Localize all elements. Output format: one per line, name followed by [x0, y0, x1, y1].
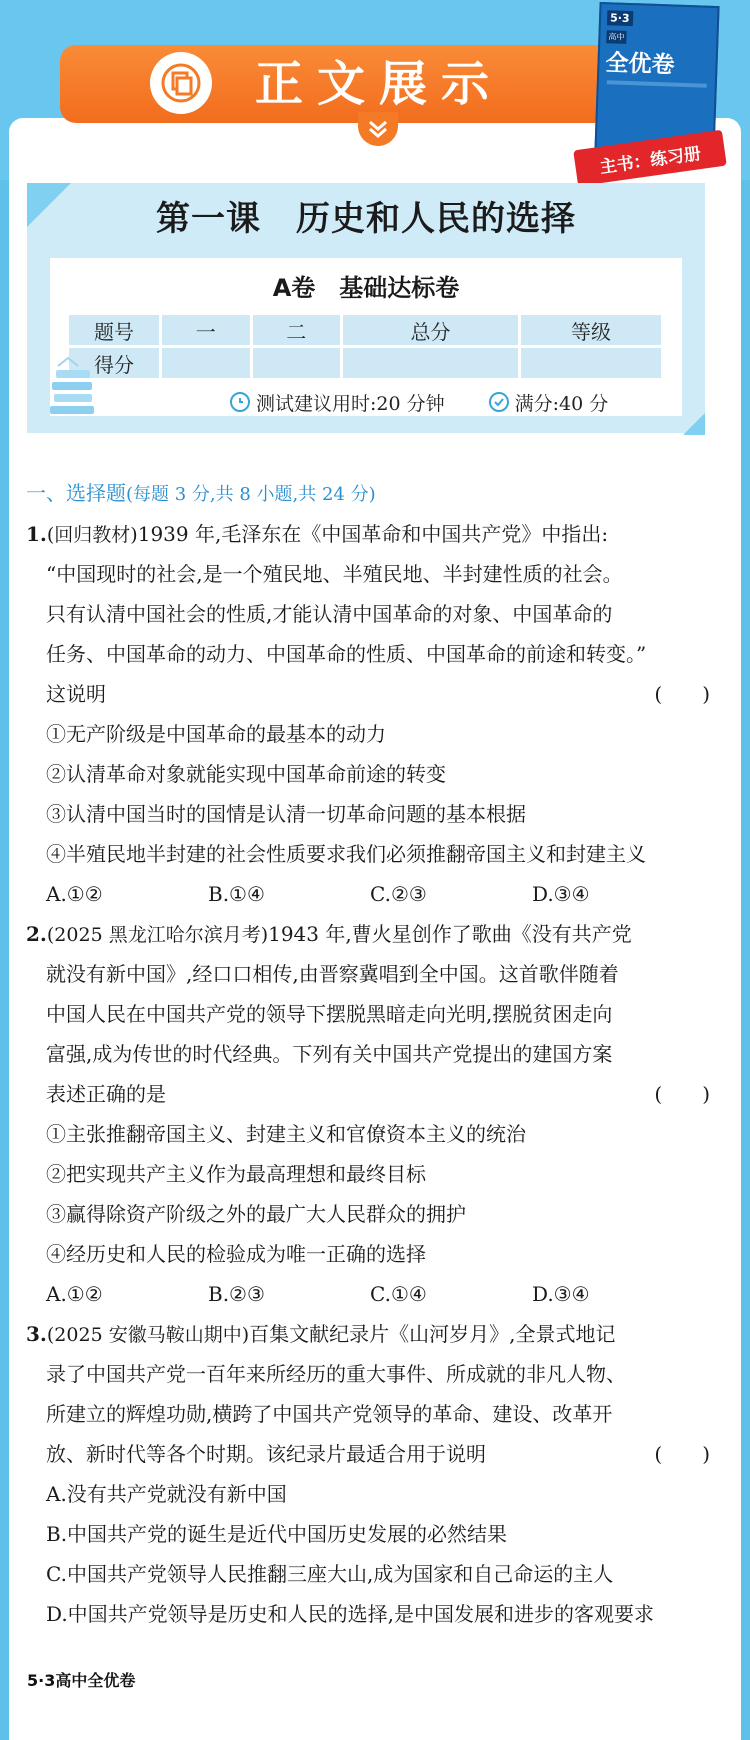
score-input-cell[interactable]: [162, 348, 250, 378]
score-input-cell[interactable]: [343, 348, 518, 378]
section-title: 一、选择题: [26, 481, 126, 505]
statement-item: ②认清革命对象就能实现中国革命前途的转变: [46, 762, 446, 786]
answer-blank[interactable]: ( ): [654, 682, 710, 706]
table-cell: 题号: [69, 315, 159, 345]
table-cell: 得分: [69, 348, 159, 378]
table-cell: 等级: [521, 315, 661, 345]
options-row: [26, 1274, 716, 1314]
question-line: 任务、中国革命的动力、中国革命的性质、中国革命的前途和转变。”: [46, 642, 647, 666]
question-text: 放、新时代等各个时期。该纪录片最适合用于说明: [46, 1442, 486, 1466]
banner-emblem: [150, 52, 212, 114]
table-cell: 一: [162, 315, 250, 345]
option-b[interactable]: B.②③: [208, 1282, 265, 1306]
question-text: 1943 年,曹火星创作了歌曲《没有共产党: [268, 922, 632, 946]
option-a[interactable]: A.①②: [46, 882, 103, 906]
answer-blank[interactable]: ( ): [654, 1082, 710, 1106]
question-line: [26, 914, 716, 954]
question-source: (2025 黑龙江哈尔滨月考): [46, 924, 269, 946]
table-cell: 总分: [343, 315, 518, 345]
book-series: 高中: [606, 30, 626, 44]
question-line: [26, 674, 716, 714]
option-c[interactable]: C.①④: [370, 1282, 427, 1306]
option-d[interactable]: D.中国共产党领导是历史和人民的选择,是中国发展和进步的客观要求: [46, 1602, 655, 1626]
statement-item: ②把实现共产主义作为最高理想和最终目标: [46, 1162, 426, 1186]
question-source: (回归教材): [46, 524, 138, 546]
clock-icon: [230, 392, 250, 412]
question-source: (2025 安徽马鞍山期中): [46, 1324, 250, 1346]
statement-item: ③赢得除资产阶级之外的最广大人民群众的拥护: [46, 1202, 466, 1226]
option-d[interactable]: D.③④: [532, 1282, 590, 1306]
lesson-title: 第一课 历史和人民的选择: [156, 199, 576, 239]
table-row: [69, 348, 661, 378]
question-number: 1.: [26, 522, 47, 546]
option-d[interactable]: D.③④: [532, 882, 590, 906]
question-number: 2.: [26, 922, 47, 946]
banner-title: 正文展示: [255, 56, 504, 112]
question-number: 3.: [26, 1322, 47, 1346]
option-c[interactable]: C.②③: [370, 882, 427, 906]
table-cell: 二: [253, 315, 341, 345]
full-score: 满分:40 分: [514, 392, 609, 415]
paper-title: A卷 基础达标卷: [272, 274, 460, 302]
score-input-cell[interactable]: [521, 348, 661, 378]
section-heading: [26, 478, 376, 510]
question-line: 只有认清中国社会的性质,才能认清中国革命的对象、中国革命的: [46, 602, 613, 626]
book-logo: 5·3: [607, 10, 633, 26]
check-circle-icon: [489, 392, 509, 412]
statement-item: ①主张推翻帝国主义、封建主义和官僚资本主义的统治: [46, 1122, 526, 1146]
question-line: 所建立的辉煌功勋,横跨了中国共产党领导的革命、建设、改革开: [46, 1402, 613, 1426]
score-input-cell[interactable]: [253, 348, 341, 378]
option-c[interactable]: C.中国共产党领导人民推翻三座大山,成为国家和自己命运的主人: [46, 1562, 614, 1586]
question-line: [26, 1434, 716, 1474]
corner-decoration: [683, 413, 705, 435]
option-b[interactable]: B.①④: [208, 882, 265, 906]
question-line: 就没有新中国》,经口口相传,由晋察冀唱到全中国。这首歌伴随着: [46, 962, 619, 986]
statement-item: ④半殖民地半封建的社会性质要求我们必须推翻帝国主义和封建主义: [46, 842, 646, 866]
question-line: “中国现时的社会,是一个殖民地、半殖民地、半封建性质的社会。: [46, 562, 623, 586]
paper-meta: [230, 386, 670, 418]
answer-blank[interactable]: ( ): [654, 1442, 710, 1466]
statement-item: ④经历史和人民的检验成为唯一正确的选择: [46, 1242, 426, 1266]
copy-pages-icon: [161, 63, 201, 103]
question-text: 表述正确的是: [46, 1082, 166, 1106]
section-note: (每题 3 分,共 8 小题,共 24 分): [126, 484, 376, 505]
statement-item: ③认清中国当时的国情是认清一切革命问题的基本根据: [46, 802, 526, 826]
option-a[interactable]: A.①②: [46, 1282, 103, 1306]
question-line: [26, 1314, 716, 1354]
question-line: 富强,成为传世的时代经典。下列有关中国共产党提出的建国方案: [46, 1042, 613, 1066]
book-name: 全优卷: [605, 50, 675, 79]
main-book-ribbon: 主书：练习册: [573, 130, 727, 187]
question-list: [26, 514, 716, 1634]
question-text: 这说明: [46, 682, 106, 706]
statement-item: ①无产阶级是中国革命的最基本的动力: [46, 722, 386, 746]
question-line: [26, 1074, 716, 1114]
book-decor-line: [607, 80, 707, 87]
table-row: [69, 315, 661, 345]
suggested-time: 测试建议用时:20 分钟: [256, 392, 445, 415]
score-table: [66, 312, 664, 381]
option-a[interactable]: A.没有共产党就没有新中国: [46, 1482, 287, 1506]
question-text: 1939 年,毛泽东在《中国革命和中国共产党》中指出:: [137, 522, 609, 546]
question-line: 录了中国共产党一百年来所经历的重大事件、所成就的非凡人物、: [46, 1362, 626, 1386]
footer-brand: 5·3高中全优卷: [27, 1671, 136, 1690]
option-b[interactable]: B.中国共产党的诞生是近代中国历史发展的必然结果: [46, 1522, 508, 1546]
options-row: [26, 874, 716, 914]
question-text: 百集文献纪录片《山河岁月》,全景式地记: [249, 1322, 616, 1346]
books-stack-icon: [48, 356, 98, 416]
question-line: [26, 514, 716, 554]
question-line: 中国人民在中国共产党的领导下摆脱黑暗走向光明,摆脱贫困走向: [46, 1002, 613, 1026]
